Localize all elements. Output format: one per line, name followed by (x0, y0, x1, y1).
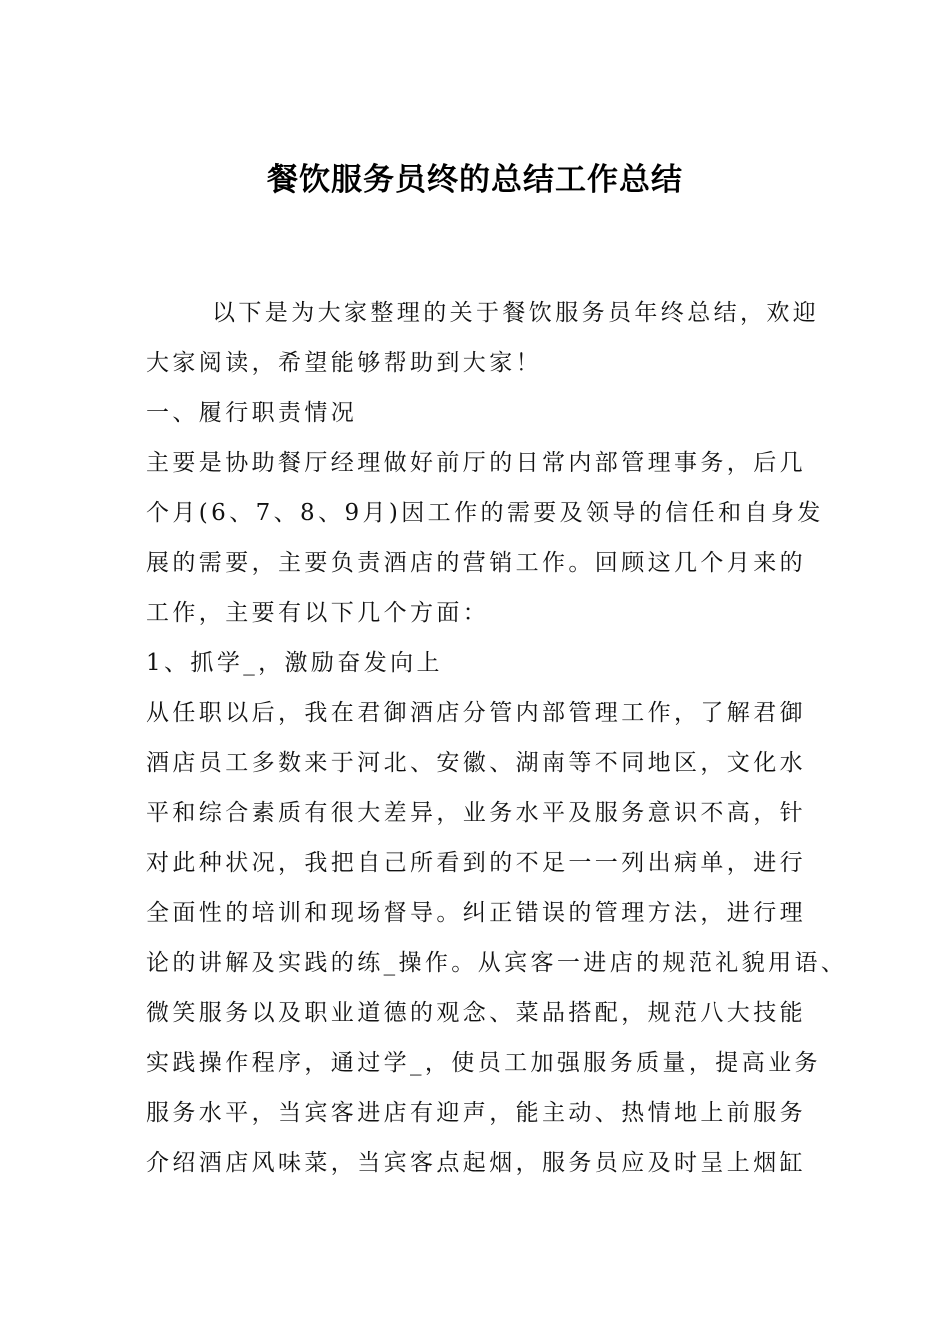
paragraph-line: 全面性的培训和现场督导。纠正错误的管理方法，进行理 (146, 900, 806, 926)
paragraph-line: 论的讲解及实践的练_操作。从宾客一进店的规范礼貌用语、 (146, 950, 848, 976)
document-body (146, 288, 848, 1188)
document-title: 餐饮服务员终的总结工作总结 (267, 162, 683, 198)
paragraph-line: 平和综合素质有很大差异，业务水平及服务意识不高，针 (146, 800, 806, 826)
paragraph-line: 以下是为大家整理的关于餐饮服务员年终总结，欢迎 (212, 300, 820, 326)
paragraph-line: 从任职以后，我在君御酒店分管内部管理工作，了解君御 (146, 700, 806, 726)
section-heading: 一、履行职责情况 (146, 400, 358, 426)
paragraph-line: 对此种状况，我把自己所看到的不足一一列出病单，进行 (146, 850, 806, 876)
paragraph-line: 实践操作程序，通过学_，使员工加强服务质量，提高业务 (146, 1050, 821, 1076)
paragraph-line: 大家阅读，希望能够帮助到大家！ (146, 350, 542, 376)
paragraph-line: 个月(6、7、8、9月)因工作的需要及领导的信任和自身发 (146, 500, 824, 526)
paragraph-line: 展的需要，主要负责酒店的营销工作。回顾这几个月来的 (146, 550, 806, 576)
paragraph-line: 主要是协助餐厅经理做好前厅的日常内部管理事务，后几 (146, 450, 806, 476)
paragraph-line: 酒店员工多数来于河北、安徽、湖南等不同地区，文化水 (146, 750, 806, 776)
paragraph-line: 介绍酒店风味菜，当宾客点起烟，服务员应及时呈上烟缸 (146, 1150, 806, 1176)
paragraph-line: 服务水平，当宾客进店有迎声，能主动、热情地上前服务 (146, 1100, 806, 1126)
paragraph-line: 微笑服务以及职业道德的观念、菜品搭配，规范八大技能 (146, 1000, 806, 1026)
subsection-heading: 1、抓学_，激励奋发向上 (146, 650, 443, 676)
paragraph-line: 工作，主要有以下几个方面： (146, 600, 490, 626)
